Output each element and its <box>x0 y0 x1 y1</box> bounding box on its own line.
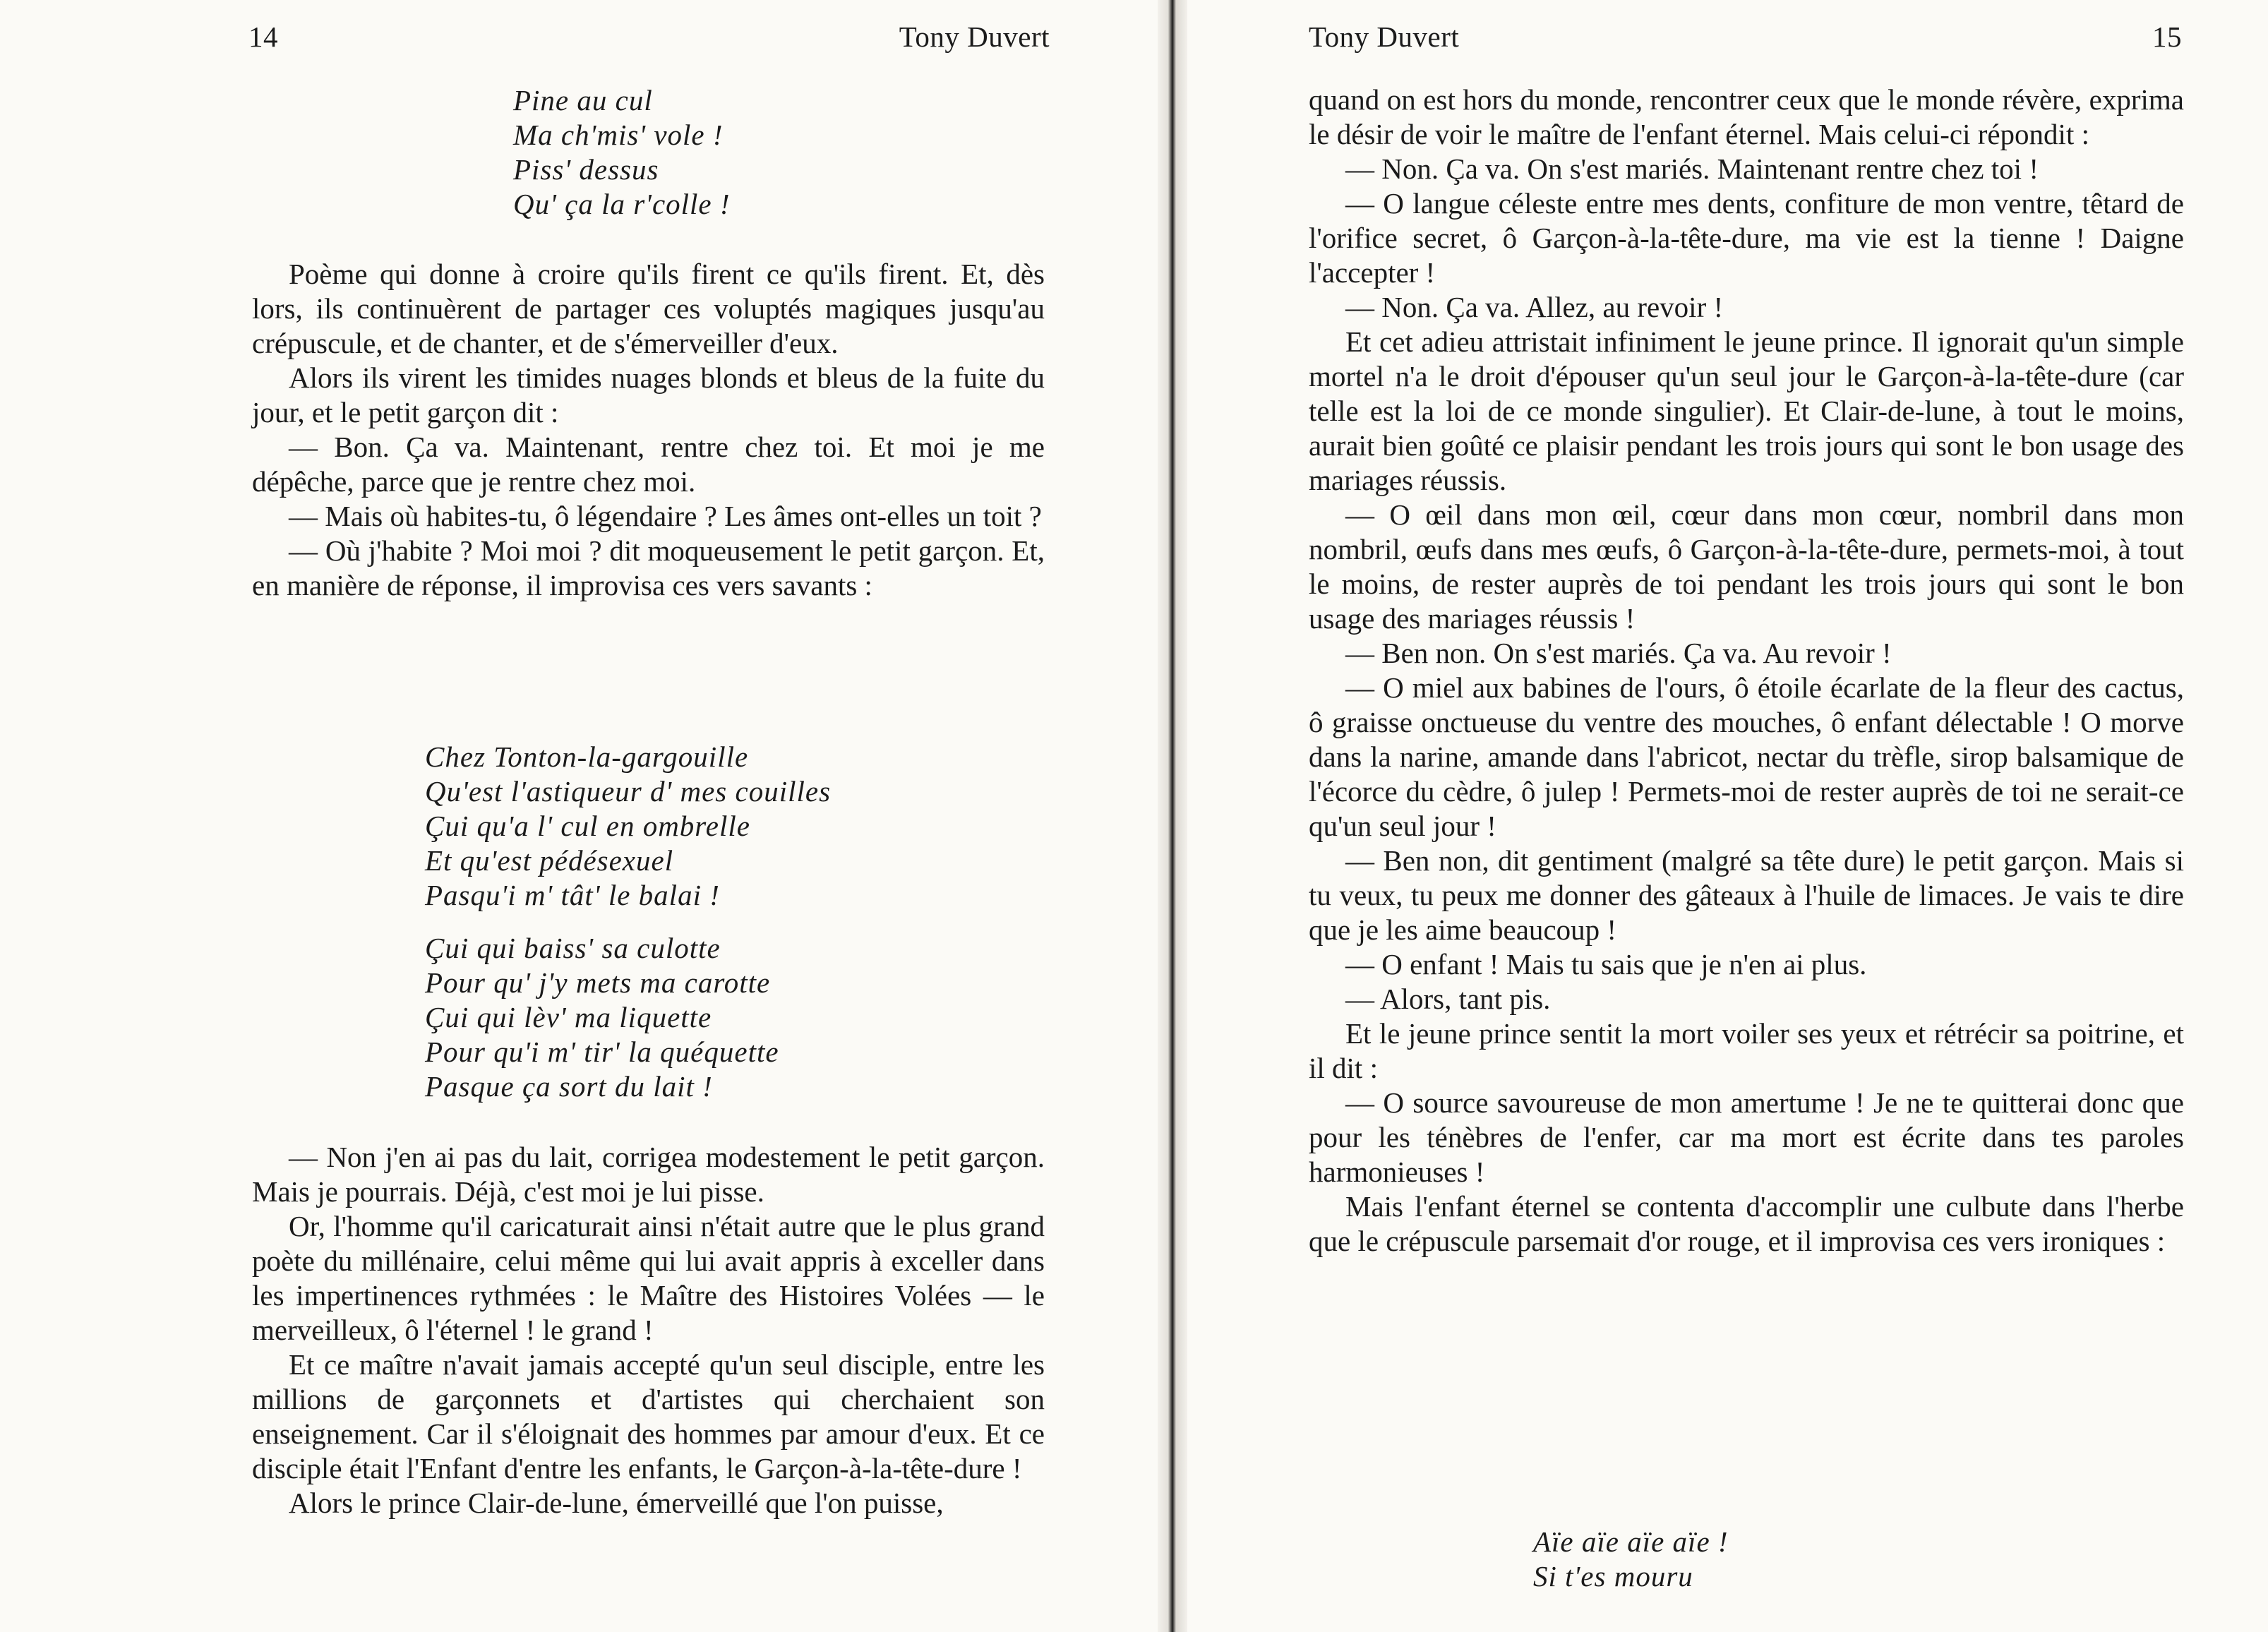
paragraph: Mais l'enfant éternel se contenta d'accomplir une culbute dans l'herbe que le crépuscule parsemait d'or rouge, et il improvisa ces vers ironiques : <box>1309 1190 2184 1257</box>
verse-line: Et qu'est pédésexuel <box>425 844 674 877</box>
paragraph: Et cet adieu attristait infiniment le jeune prince. Il ignorait qu'un simple mortel n'a le droit d'épouser qu'un seul jour le Garçon-à-la-tête-dure (car telle est la loi de ce monde singulier). Et Clair-de-lune, à tout le moins, aurait bien goûté ce plaisir pendant les trois jours qui sont le bon usage des mariages réussis. <box>1309 325 2184 496</box>
verse-line: Pine au cul <box>513 84 653 116</box>
verse-line: Qu' ça la r'colle ! <box>513 188 731 220</box>
paragraph: — O miel aux babines de l'ours, ô étoile écarlate de la fleur des cactus, ô graisse onctueuse du ventre des mouches, ô enfant délectable ! O morve dans la narine, amande dans l'abricot, nectar du trèfle, sirop balsamique de l'écorce du cèdre, ô julep ! Permets-moi de rester auprès de toi ne serait-ce qu'un seul jour ! <box>1309 671 2184 842</box>
paragraph: — Non j'en ai pas du lait, corrigea modestement le petit garçon. Mais je pourrais. Déjà, c'est moi je lui pisse. <box>252 1141 1045 1208</box>
paragraph: — Non. Ça va. Allez, au revoir ! <box>1345 291 1724 323</box>
prose-block <box>1309 83 2184 1259</box>
verse-line: Qu'est l'astiqueur d' mes couilles <box>425 775 832 808</box>
verse-line: Pour qu'i m' tir' la quéquette <box>425 1036 779 1068</box>
verse-line: Pasqu'i m' tât' le balai ! <box>425 879 720 911</box>
paragraph: — O source savoureuse de mon amertume ! Je ne te quitterai donc que pour les ténèbres de l'enfer, car ma mort est écrite dans tes paroles harmonieuses ! <box>1309 1086 2184 1188</box>
stanza <box>425 931 1004 1104</box>
verse-line: Pasque ça sort du lait ! <box>425 1070 713 1103</box>
prose-block-2 <box>252 1140 1045 1520</box>
book-gutter <box>1158 0 1187 1632</box>
stanza <box>425 740 1004 913</box>
verse-line: Si t'es mouru <box>1533 1560 1693 1592</box>
paragraph: — Non. Ça va. On s'est mariés. Maintenant rentre chez toi ! <box>1345 152 2039 185</box>
paragraph: Et ce maître n'avait jamais accepté qu'un seul disciple, entre les millions de garçonnets et d'artistes qui cherchaient son enseignement. Car il s'éloignait des hommes par amour d'eux. Et ce disciple était l'Enfant d'entre les enfants, le Garçon-à-la-tête-dure ! <box>252 1348 1045 1484</box>
paragraph: quand on est hors du monde, rencontrer ceux que le monde révère, exprima le désir de voir le maître de l'enfant éternel. Mais celui-ci répondit : <box>1309 83 2184 150</box>
verse-line: Çui qui baiss' sa culotte <box>425 932 721 964</box>
paragraph: — O enfant ! Mais tu sais que je n'en ai plus. <box>1345 948 1867 980</box>
verse-line: Ma ch'mis' vole ! <box>513 119 724 151</box>
running-head: Tony Duvert <box>899 20 1050 53</box>
running-head: Tony Duvert <box>1309 20 1460 53</box>
paragraph: — Mais où habites-tu, ô légendaire ? Les âmes ont-elles un toit ? <box>289 500 1042 532</box>
verse-block-2 <box>425 740 1004 1104</box>
paragraph: — Bon. Ça va. Maintenant, rentre chez toi. Et moi je me dépêche, parce que je rentre chez moi. <box>252 431 1045 498</box>
verse-line: Çui qu'a l' cul en ombrelle <box>425 810 750 842</box>
verse-line: Aïe aïe aïe aïe ! <box>1533 1525 1729 1558</box>
page-number: 15 <box>2152 20 2182 53</box>
prose-block-1 <box>252 257 1045 603</box>
paragraph: — O langue céleste entre mes dents, confiture de mon ventre, têtard de l'orifice secret, ô Garçon-à-la-tête-dure, ma vie est la tienne ! Daigne l'accepter ! <box>1309 187 2184 289</box>
verse-line: Pour qu' j'y mets ma carotte <box>425 966 771 999</box>
page-number: 14 <box>248 20 278 53</box>
paragraph: Et le jeune prince sentit la mort voiler ses yeux et rétrécir sa poitrine, et il dit : <box>1309 1017 2184 1084</box>
paragraph: Alors ils virent les timides nuages blonds et bleus de la fuite du jour, et le petit garçon dit : <box>252 361 1045 428</box>
paragraph: — O œil dans mon œil, cœur dans mon cœur, nombril dans mon nombril, œufs dans mes œufs, ô Garçon-à-la-tête-dure, permets-moi, à tout le moins, de rester auprès de toi pendant les trois jours qui sont le bon usage des mariages réussis ! <box>1309 498 2184 635</box>
paragraph: — Alors, tant pis. <box>1345 983 1551 1015</box>
verse-block <box>1533 1525 1957 1594</box>
verse-block-1 <box>513 83 1007 222</box>
verse-line: Çui qui lèv' ma liquette <box>425 1001 712 1033</box>
right-page <box>1187 0 2268 1632</box>
verse-line: Piss' dessus <box>513 153 659 186</box>
paragraph: — Ben non, dit gentiment (malgré sa tête dure) le petit garçon. Mais si tu veux, tu peux me donner des gâteaux à l'huile de limaces. Je vais te dire que je les aime beaucoup ! <box>1309 844 2184 946</box>
verse-line: Chez Tonton-la-gargouille <box>425 740 749 773</box>
paragraph: Poème qui donne à croire qu'ils firent ce qu'ils firent. Et, dès lors, ils continuèrent de partager ces voluptés magiques jusqu'au crépuscule, et de chanter, et de s'émerveiller d'eux. <box>252 258 1045 359</box>
paragraph: Or, l'homme qu'il caricaturait ainsi n'était autre que le plus grand poète du millénaire, celui même qui lui avait appris à exceller dans les impertinences rythmées : le Maître des Histoires Volées — le merveilleux, ô l'éternel ! le grand ! <box>252 1210 1045 1346</box>
paragraph: — Ben non. On s'est mariés. Ça va. Au revoir ! <box>1345 637 1892 669</box>
paragraph: — Où j'habite ? Moi moi ? dit moqueusement le petit garçon. Et, en manière de réponse, il improvisa ces vers savants : <box>252 534 1045 601</box>
paragraph: Alors le prince Clair-de-lune, émerveillé que l'on puisse, <box>289 1487 944 1519</box>
